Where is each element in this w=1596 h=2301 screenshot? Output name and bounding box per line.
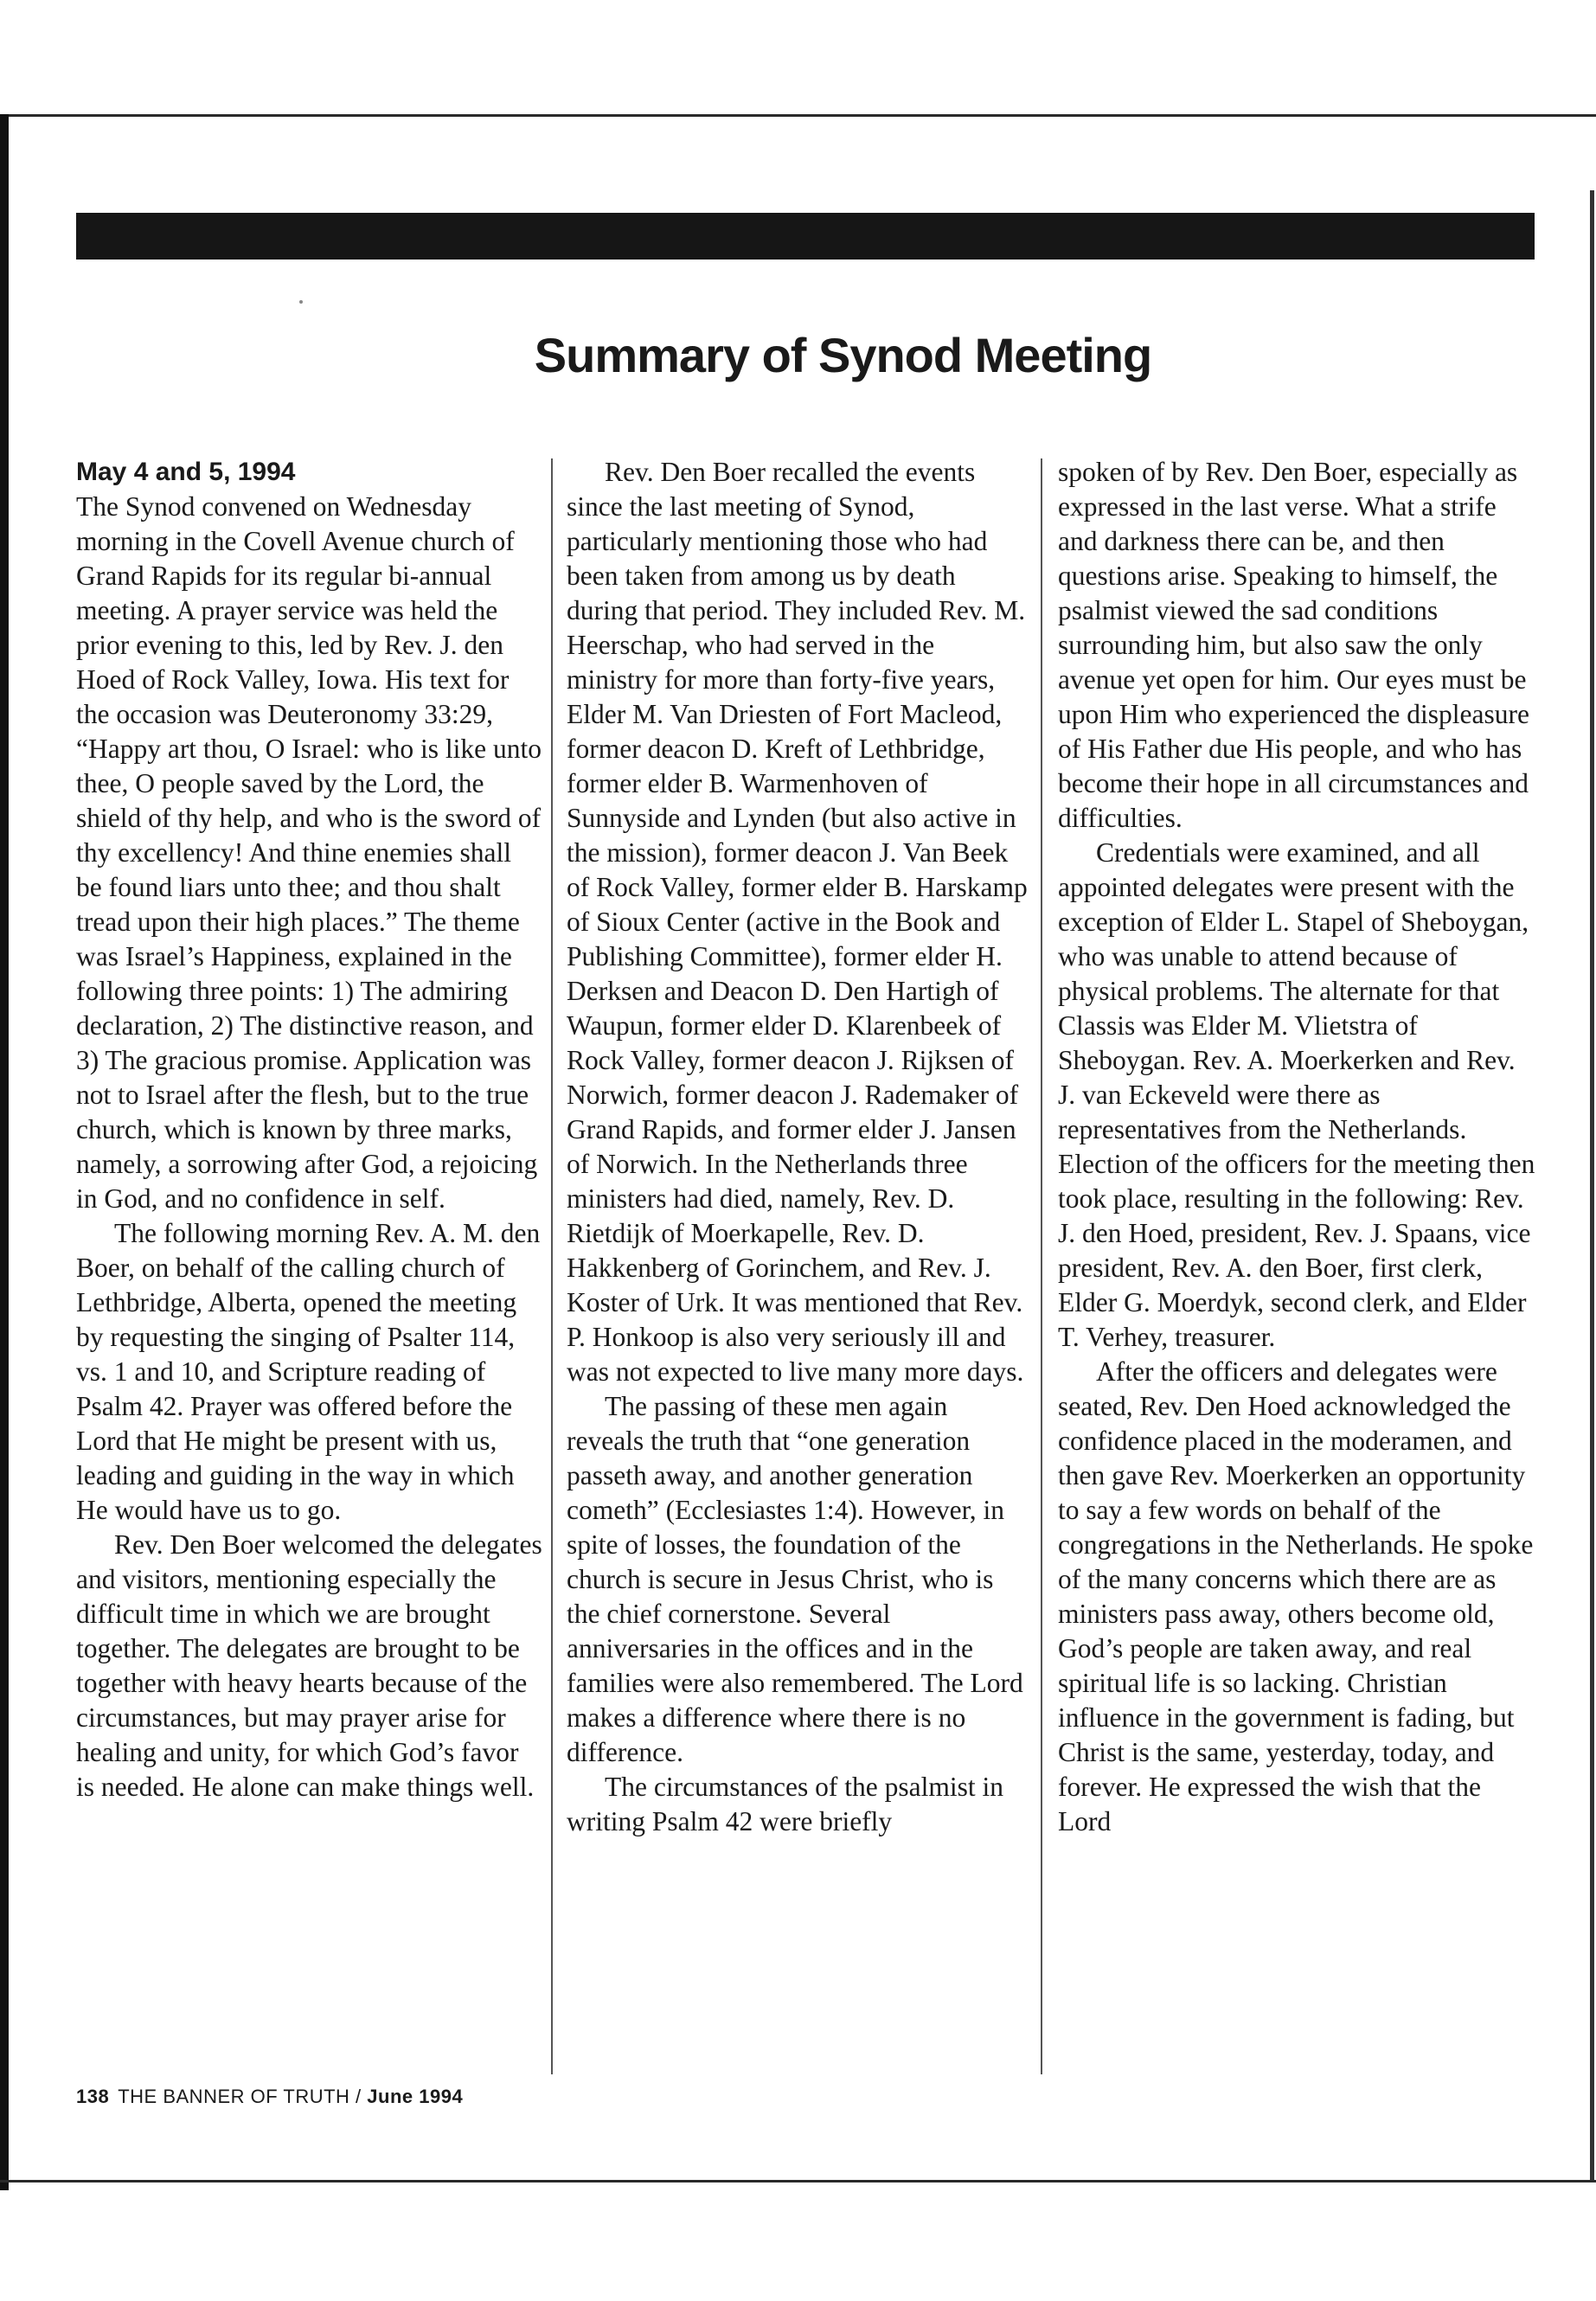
- publication-name: THE BANNER OF TRUTH /: [118, 2086, 362, 2107]
- scan-right-border: [1590, 190, 1594, 2180]
- paragraph: The Synod convened on Wednesday morning in the Covell Avenue church of Grand Rapids for its regular bi-annual meeting. A prayer service was held the prior evening to this, led by Rev. J. den Hoed of Rock Valley, Iowa. His text for the occasion was Deuteronomy 33:29, “Happy art thou, O Israel: who is like unto thee, O people saved by the Lord, the shield of thy help, and who is the sword of thy excellency! And thine enemies shall be found liars unto thee; and thou shalt tread upon their high places.” The theme was Israel’s Happiness, explained in the following three points: 1) The admiring declaration, 2) The distinctive reason, and 3) The gracious promise. Application was not to Israel after the flesh, but to the true church, which is known by three marks, namely, a sorrowing after God, a rejoicing in God, and no confidence in self.: [76, 491, 542, 1214]
- scan-speck: [299, 300, 303, 304]
- article-title: Summary of Synod Meeting: [534, 328, 1152, 382]
- column-2: [567, 455, 1029, 2081]
- scan-bottom-border: [0, 2180, 1596, 2182]
- page-number: 138: [76, 2086, 110, 2107]
- column-3: [1058, 455, 1538, 2081]
- column-1: [76, 455, 543, 2081]
- paragraph: spoken of by Rev. Den Boer, especially as expressed in the last verse. What a strife and darkness there can be, and then questions arise. Speaking to himself, the psalmist viewed the sad conditions surrounding him, but also saw the only avenue yet open for him. Our eyes must be upon Him who experienced the displeasure of His Father due His people, and who has become their hope in all circumstances and difficulties.: [1058, 457, 1529, 833]
- scan-top-border: [0, 114, 1596, 117]
- paragraph: Rev. Den Boer welcomed the delegates and visitors, mentioning especially the difficult time in which we are brought together. The delegates are brought to be together with heavy hearts because of the circumstances, but may prayer arise for healing and unity, for which God’s favor is needed. He alone can make things well.: [76, 1529, 542, 1802]
- paragraph: After the officers and delegates were seated, Rev. Den Hoed acknowledged the confidence placed in the moderamen, and then gave Rev. Moerkerken an opportunity to say a few words on behalf of the congregations in the Netherlands. He spoke of the many concerns which there are as ministers pass away, others become old, God’s people are taken away, and real spiritual life is so lacking. Christian influence in the government is fading, but Christ is the same, yesterday, today, and forever. He expressed the wish that the Lord: [1058, 1356, 1534, 1836]
- page-footer: [76, 2086, 463, 2108]
- paragraph: The passing of these men again reveals the truth that “one generation passeth away, and another generation cometh” (Ecclesiastes 1:4). However, in spite of losses, the foundation of the church is secure in Jesus Christ, who is the chief cornerstone. Several anniversaries in the offices and in the families were also remembered. The Lord makes a difference where there is no difference.: [567, 1391, 1023, 1767]
- paragraph: The following morning Rev. A. M. den Boer, on behalf of the calling church of Lethbridge, Alberta, opened the meeting by requesting the singing of Psalter 114, vs. 1 and 10, and Scripture reading of Psalm 42. Prayer was offered before the Lord that He might be present with us, leading and guiding in the way in which He would have us to go.: [76, 1218, 541, 1525]
- paragraph: Rev. Den Boer recalled the events since the last meeting of Synod, particularly mentioning those who had been taken from among us by death during that period. They included Rev. M. Heerschap, who had served in the ministry for more than forty-five years, Elder M. Van Driesten of Fort Macleod, former deacon D. Kreft of Lethbridge, former elder B. Warmenhoven of Sunnyside and Lynden (but also active in the mission), former deacon J. Van Beek of Rock Valley, former elder B. Harskamp of Sioux Center (active in the Book and Publishing Committee), former elder H. Derksen and Deacon D. Den Hartigh of Waupun, former elder D. Klarenbeek of Rock Valley, former deacon J. Rijksen of Norwich, former deacon J. Rademaker of Grand Rapids, and former elder J. Jansen of Norwich. In the Netherlands three ministers had died, namely, Rev. D. Rietdijk of Moerkapelle, Rev. D. Hakkenberg of Gorinchem, and Rev. J. Koster of Urk. It was mentioned that Rev. P. Honkoop is also very seriously ill and was not expected to live many more days.: [567, 457, 1028, 1387]
- scan-left-border: [0, 114, 9, 2190]
- column-rule: [1041, 458, 1042, 2074]
- header-bar: [76, 213, 1535, 260]
- dateline: May 4 and 5, 1994: [76, 458, 296, 486]
- paragraph: Credentials were examined, and all appointed delegates were present with the exception of Elder L. Stapel of Sheboygan, who was unable to attend because of physical problems. The alternate for that Classis was Elder M. Vlietstra of Sheboygan. Rev. A. Moerkerken and Rev. J. van Eckeveld were there as representatives from the Netherlands. Election of the officers for the meeting then took place, resulting in the following: Rev. J. den Hoed, president, Rev. J. Spaans, vice president, Rev. A. den Boer, first clerk, Elder G. Moerdyk, second clerk, and Elder T. Verhey, treasurer.: [1058, 837, 1535, 1352]
- paragraph: The circumstances of the psalmist in writing Psalm 42 were briefly: [567, 1772, 1003, 1836]
- issue-date: June 1994: [367, 2086, 464, 2107]
- column-rule: [551, 458, 553, 2074]
